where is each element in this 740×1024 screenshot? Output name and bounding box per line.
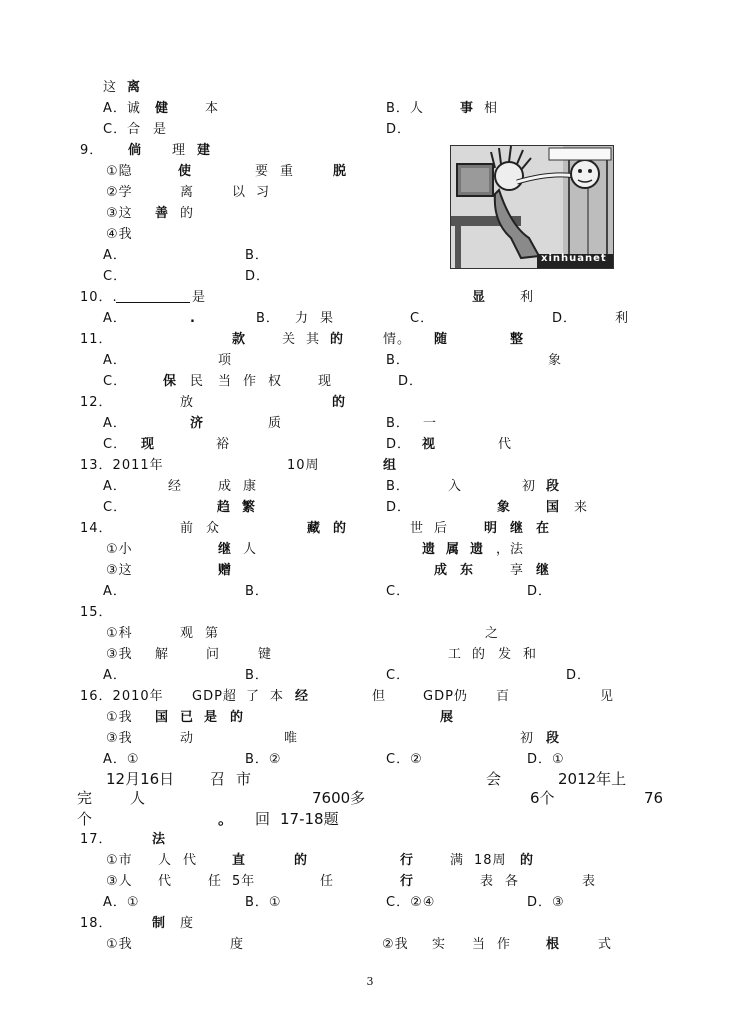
line-text: 在 — [536, 521, 551, 536]
line-text: ③这 — [106, 563, 133, 578]
line-text: 市 — [236, 770, 252, 788]
line-text: A． — [103, 584, 127, 599]
line-text: 10周 — [287, 458, 320, 473]
question-line — [0, 183, 740, 203]
line-text: 国 — [155, 710, 170, 725]
line-text: 继 — [510, 521, 525, 536]
line-text: D．① — [527, 752, 565, 767]
line-text: 享 — [510, 563, 525, 578]
line-text: A． — [103, 668, 127, 683]
line-text: 重 — [280, 164, 295, 179]
line-text: 12． — [80, 395, 113, 410]
question-line — [0, 809, 740, 829]
line-text: ③这 — [106, 206, 133, 221]
line-text: ②学 — [106, 185, 133, 200]
line-text: D．③ — [527, 895, 565, 910]
line-text: 遗 — [470, 542, 485, 557]
cartoon-caption: xinhuanet — [541, 253, 607, 264]
line-text: ①科 — [106, 626, 133, 641]
line-text: 6个 — [530, 789, 555, 807]
line-text: 一 — [423, 416, 438, 431]
line-text: C．合 — [103, 122, 142, 137]
line-text: 问 — [206, 647, 221, 662]
line-text: 是 — [192, 290, 207, 305]
question-line — [0, 540, 740, 560]
line-text: 任 — [320, 874, 335, 889]
line-text: 经 — [295, 689, 310, 704]
line-text: 10．. — [80, 290, 118, 305]
question-line — [0, 414, 740, 434]
line-text: 度 — [180, 916, 195, 931]
line-text: 段 — [546, 479, 561, 494]
line-text: 随 — [434, 332, 449, 347]
line-text: 12月16日 — [106, 770, 175, 788]
line-text: 整 — [510, 332, 525, 347]
line-text: 见 — [600, 689, 615, 704]
line-text: 键 — [258, 647, 273, 662]
line-text: 众 — [206, 521, 221, 536]
line-text: D． — [527, 584, 553, 599]
line-text: 的 — [294, 853, 309, 868]
line-text: 召 — [210, 770, 226, 788]
line-text: D． — [245, 269, 271, 284]
line-text: 以 — [232, 185, 247, 200]
line-text: 相 — [484, 101, 499, 116]
line-text: 之 — [485, 626, 500, 641]
question-line — [0, 729, 740, 749]
line-text: 14． — [80, 521, 113, 536]
line-text: 后 — [434, 521, 449, 536]
line-text: 和 — [523, 647, 538, 662]
line-text: 直 — [232, 853, 247, 868]
line-text: 要 — [255, 164, 270, 179]
line-text: 16．2010年 — [80, 689, 164, 704]
line-text: ①我 — [106, 710, 133, 725]
line-text: 脱 — [333, 164, 348, 179]
line-text: B． — [245, 584, 269, 599]
line-text: 解 — [155, 647, 170, 662]
line-text: 第 — [205, 626, 220, 641]
question-line — [0, 914, 740, 934]
line-text: C． — [103, 500, 128, 515]
line-text: 事 — [460, 101, 475, 116]
line-text: 项 — [218, 353, 233, 368]
line-text: 15． — [80, 605, 113, 620]
line-text: 已 — [180, 710, 195, 725]
question-line — [0, 935, 740, 955]
line-text: C． — [410, 311, 435, 326]
line-text: A．① — [103, 752, 140, 767]
line-text: ③我 — [106, 731, 133, 746]
question-line — [0, 830, 740, 850]
question-line — [0, 708, 740, 728]
line-text: 。 — [218, 810, 234, 828]
line-text: 利 — [520, 290, 535, 305]
line-text: 组 — [383, 458, 398, 473]
line-text: 现 — [141, 437, 156, 452]
question-line — [0, 893, 740, 913]
line-text: 作 — [497, 937, 512, 952]
line-text: 的 — [520, 853, 535, 868]
line-text: 制 — [152, 916, 167, 931]
line-text: 来 — [574, 500, 589, 515]
line-text: 展 — [440, 710, 455, 725]
line-text: 这 — [103, 80, 118, 95]
line-text: D． — [386, 500, 412, 515]
line-text: 18． — [80, 916, 113, 931]
line-text: 东 — [460, 563, 475, 578]
question-line — [0, 519, 740, 539]
line-text: D． — [386, 437, 412, 452]
question-line — [0, 372, 740, 392]
line-text: C． — [103, 437, 128, 452]
line-text: 情。 — [383, 332, 412, 347]
line-text: D． — [386, 122, 412, 137]
line-text: 世 — [410, 521, 425, 536]
line-text: 成 — [218, 479, 233, 494]
line-text: A． — [103, 479, 127, 494]
line-text: B．① — [245, 895, 282, 910]
line-text: A．① — [103, 895, 140, 910]
line-text: 明 — [484, 521, 499, 536]
line-text: 放 — [180, 395, 195, 410]
line-text: GDP仍 — [423, 689, 468, 704]
line-text: C． — [103, 374, 128, 389]
line-text: 式 — [598, 937, 613, 952]
line-text: 象 — [497, 500, 512, 515]
line-text: ③我 — [106, 647, 133, 662]
line-text: B． — [256, 311, 280, 326]
question-line — [0, 162, 740, 182]
line-text: 本 — [205, 101, 220, 116]
page-number: 3 — [366, 975, 374, 988]
line-text: ③人 — [106, 874, 133, 889]
question-line — [0, 769, 740, 789]
line-text: 视 — [422, 437, 437, 452]
line-text: 发 — [498, 647, 513, 662]
line-text: 是 — [204, 710, 219, 725]
line-text: 作 — [243, 374, 258, 389]
line-text: 各 — [505, 874, 520, 889]
line-text: B． — [386, 353, 410, 368]
line-text: 成 — [434, 563, 449, 578]
line-text: 保 — [163, 374, 178, 389]
line-text: 满 — [450, 853, 465, 868]
line-text: 个 — [77, 810, 93, 828]
line-text: 的 — [332, 395, 347, 410]
line-text: 善 — [155, 206, 170, 221]
line-text: ，法 — [496, 542, 525, 557]
line-text: 度 — [230, 937, 245, 952]
line-text: 经 — [168, 479, 183, 494]
line-text: 权 — [268, 374, 283, 389]
line-text: 健 — [155, 101, 170, 116]
line-text: 离 — [127, 80, 142, 95]
question-line — [0, 788, 740, 808]
line-text: ④我 — [106, 227, 133, 242]
line-text: ①我 — [106, 937, 133, 952]
line-text: 的 — [230, 710, 245, 725]
line-text: ①隐 — [106, 164, 133, 179]
question-line — [0, 225, 740, 245]
line-text: 人 — [243, 542, 258, 557]
line-text: 国 — [546, 500, 561, 515]
line-text: D． — [552, 311, 578, 326]
line-text: ①小 — [106, 542, 133, 557]
line-text: . — [190, 311, 196, 326]
line-text: 理 — [172, 143, 187, 158]
line-text: 繁 — [242, 500, 257, 515]
line-text: 行 — [400, 853, 415, 868]
line-text: 倘 — [128, 143, 143, 158]
line-text: 17-18题 — [280, 810, 339, 828]
line-text: 建 — [197, 143, 212, 158]
question-line — [0, 645, 740, 665]
line-text: 实 — [432, 937, 447, 952]
line-text: A． — [103, 353, 127, 368]
question-line — [0, 624, 740, 644]
question-line — [0, 246, 740, 266]
line-text: 民 — [190, 374, 205, 389]
line-text: 7600多 — [312, 789, 366, 807]
question-line — [0, 477, 740, 497]
line-text: 根 — [546, 937, 561, 952]
line-text: 初 — [522, 479, 537, 494]
line-text: 的 — [330, 332, 345, 347]
line-text: 质 — [268, 416, 283, 431]
question-line — [0, 498, 740, 518]
line-text: 法 — [152, 832, 167, 847]
line-text: A． — [103, 248, 127, 263]
line-text: 9． — [80, 143, 104, 158]
line-text: 习 — [256, 185, 271, 200]
line-text: 初 — [520, 731, 535, 746]
line-text: 任 — [208, 874, 223, 889]
question-line — [0, 851, 740, 871]
line-text: 遗 — [422, 542, 437, 557]
line-text: 观 — [180, 626, 195, 641]
line-text: 本 — [270, 689, 285, 704]
line-text: A．诚 — [103, 101, 141, 116]
line-text: B． — [245, 248, 269, 263]
line-text: 17． — [80, 832, 113, 847]
line-text: 但 — [372, 689, 387, 704]
line-text: B．人 — [386, 101, 424, 116]
line-text: 象 — [548, 353, 563, 368]
line-text: 代 — [158, 874, 173, 889]
line-text: 13．2011年 — [80, 458, 164, 473]
line-text: 趋 — [217, 500, 232, 515]
question-line — [0, 204, 740, 224]
line-text: 了 — [246, 689, 261, 704]
line-text: A． — [103, 416, 127, 431]
answer-blank — [116, 288, 190, 308]
line-text: 果 — [320, 311, 335, 326]
line-text: 动 — [180, 731, 195, 746]
line-text: 前 — [180, 521, 195, 536]
line-text: 工 — [448, 647, 463, 662]
line-text: 段 — [546, 731, 561, 746]
line-text: 会 — [486, 770, 502, 788]
line-text: C． — [386, 668, 411, 683]
line-text: 的 — [333, 521, 348, 536]
line-text: 继 — [218, 542, 233, 557]
line-text: 的 — [472, 647, 487, 662]
question-line — [0, 288, 740, 308]
line-text: ①市 — [106, 853, 133, 868]
line-text: 代 — [183, 853, 198, 868]
line-text: 关 — [282, 332, 297, 347]
line-text: B． — [386, 479, 410, 494]
line-text: 18周 — [474, 853, 507, 868]
line-text: ②我 — [382, 937, 409, 952]
line-text: 行 — [400, 874, 415, 889]
line-text: 离 — [180, 185, 195, 200]
question-line — [0, 456, 740, 476]
line-text: 属 — [446, 542, 461, 557]
question-line — [0, 309, 740, 329]
question-line — [0, 750, 740, 770]
line-text: 继 — [536, 563, 551, 578]
question-line — [0, 561, 740, 581]
line-text: 现 — [318, 374, 333, 389]
line-text: C． — [103, 269, 128, 284]
line-text: 裕 — [216, 437, 231, 452]
question-line — [0, 666, 740, 686]
line-text: C．②④ — [386, 895, 436, 910]
line-text: 力 — [295, 311, 310, 326]
question-line — [0, 603, 740, 623]
question-line — [0, 141, 740, 161]
question-line — [0, 330, 740, 350]
line-text: C． — [386, 584, 411, 599]
line-text: 人 — [130, 789, 146, 807]
question-line — [0, 267, 740, 287]
line-text: 11． — [80, 332, 113, 347]
line-text: 入 — [448, 479, 463, 494]
question-line — [0, 120, 740, 140]
line-text: 人 — [158, 853, 173, 868]
line-text: 76 — [644, 789, 664, 807]
line-text: GDP超 — [192, 689, 237, 704]
line-text: 藏 — [307, 521, 322, 536]
line-text: B．② — [245, 752, 282, 767]
question-line — [0, 872, 740, 892]
question-line — [0, 99, 740, 119]
line-text: 唯 — [284, 731, 299, 746]
line-text: 代 — [498, 437, 513, 452]
line-text: 利 — [615, 311, 630, 326]
question-line — [0, 393, 740, 413]
line-text: A． — [103, 311, 127, 326]
question-line — [0, 435, 740, 455]
line-text: 显 — [472, 290, 487, 305]
line-text: 赠 — [218, 563, 233, 578]
cartoon-drawing — [451, 146, 613, 268]
line-text: C．② — [386, 752, 423, 767]
line-text: D． — [398, 374, 424, 389]
question-line — [0, 582, 740, 602]
line-text: 款 — [232, 332, 247, 347]
question-line — [0, 78, 740, 98]
line-text: 表 — [480, 874, 495, 889]
line-text: 完 — [77, 789, 93, 807]
line-text: 当 — [218, 374, 233, 389]
line-text: 5年 — [232, 874, 256, 889]
line-text: 表 — [582, 874, 597, 889]
line-text: 其 — [306, 332, 321, 347]
line-text: 济 — [190, 416, 205, 431]
question-line — [0, 351, 740, 371]
line-text: 康 — [243, 479, 258, 494]
question-line — [0, 687, 740, 707]
line-text: 的 — [180, 206, 195, 221]
line-text: 百 — [496, 689, 511, 704]
line-text: 是 — [153, 122, 168, 137]
cartoon-illustration — [450, 145, 614, 269]
line-text: 当 — [472, 937, 487, 952]
line-text: B． — [386, 416, 410, 431]
line-text: B． — [245, 668, 269, 683]
line-text: 回 — [255, 810, 271, 828]
line-text: 2012年上 — [558, 770, 627, 788]
line-text: D． — [566, 668, 592, 683]
line-text: 使 — [178, 164, 193, 179]
